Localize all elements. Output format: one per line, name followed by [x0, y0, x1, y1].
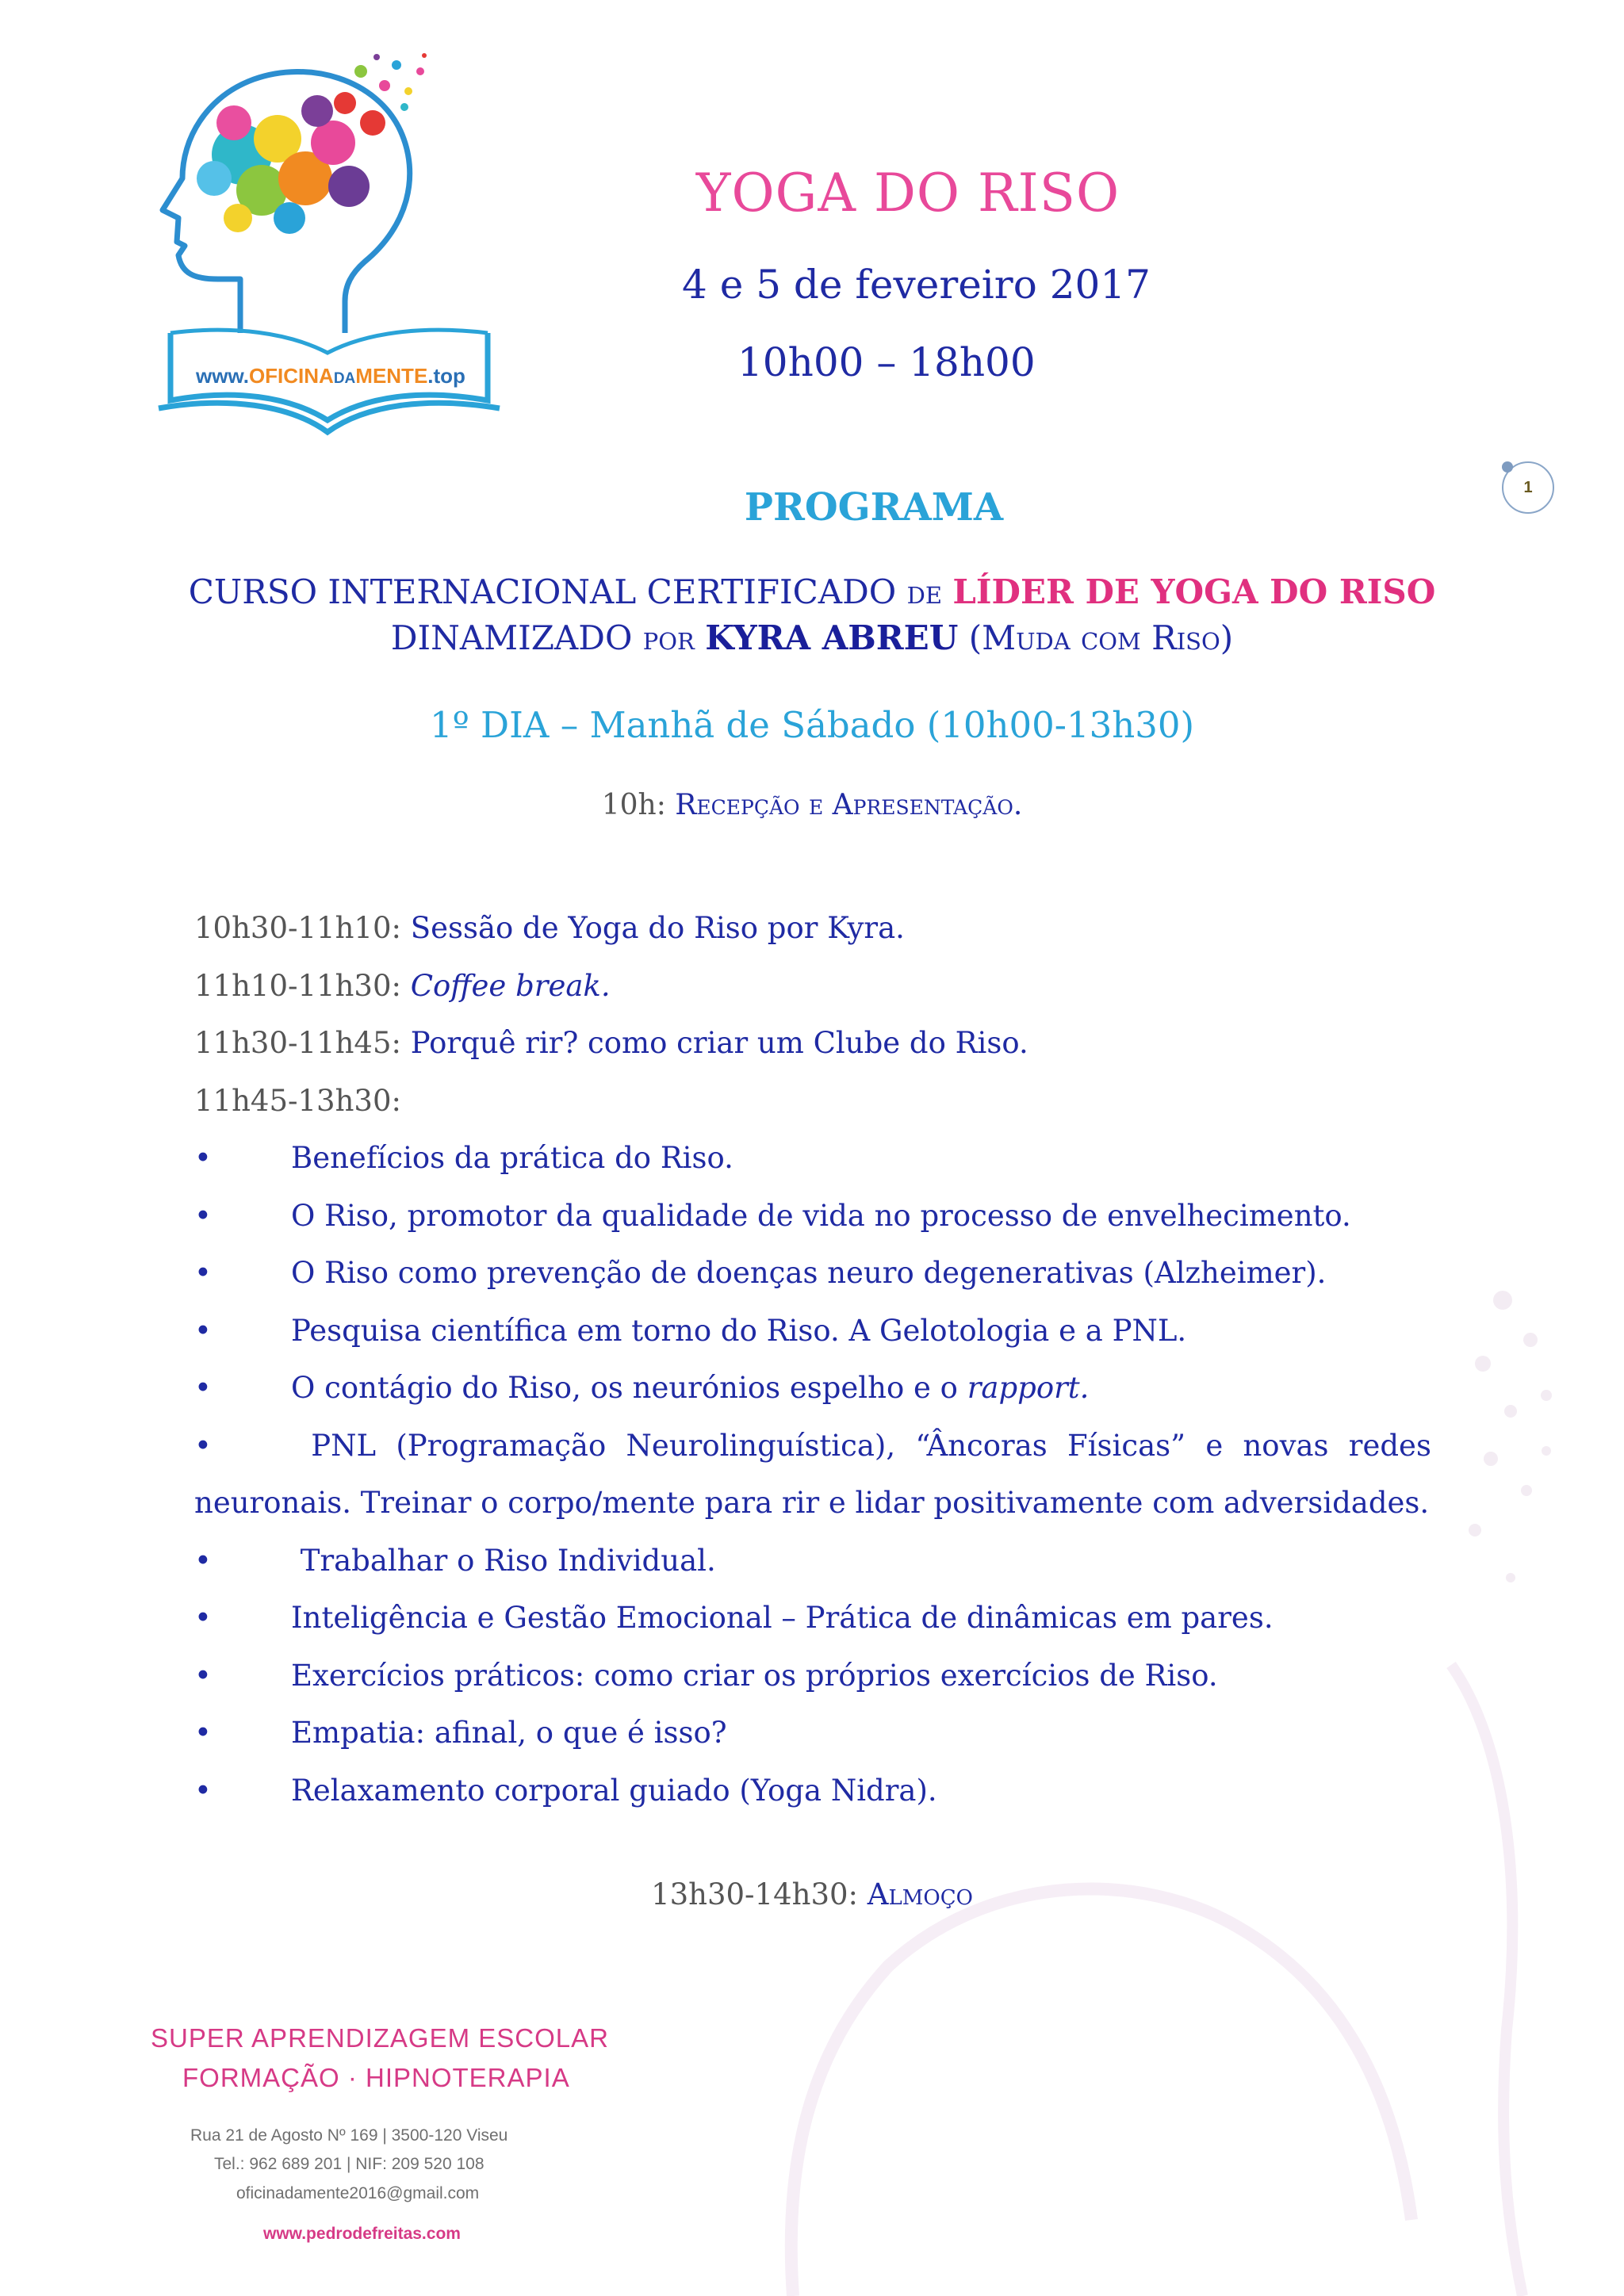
bullet-dot: •	[194, 1371, 212, 1405]
course-connector: de	[906, 572, 942, 611]
instructor-org: (Muda com Riso)	[968, 618, 1234, 657]
course-facilitated: DINAMIZADO	[390, 618, 643, 657]
bullet-continuation	[194, 1475, 1431, 1533]
bullet-item	[194, 1245, 1431, 1303]
bullet-item	[194, 1533, 1431, 1590]
bullet-dot: •	[194, 1658, 212, 1693]
bullet-text: O contágio do Riso, os neurónios espelho e o	[291, 1371, 967, 1405]
schedule-item	[194, 1073, 1431, 1131]
logo-url-suffix: .top	[427, 364, 465, 388]
schedule-time: 10h30-11h10:	[194, 911, 411, 945]
course-by: por	[642, 618, 695, 657]
footer-phone: Tel.: 962 689 201 | NIF: 209 520 108	[214, 2155, 485, 2173]
bullet-text: Trabalhar o Riso Individual.	[291, 1543, 716, 1578]
lunch-line	[0, 1877, 1624, 1911]
course-line-2	[0, 618, 1624, 657]
bullet-text: Inteligência e Gestão Emocional – Prática de dinâmicas em pares.	[291, 1601, 1274, 1635]
footer-tagline-2: FORMAÇÃO · HIPNOTERAPIA	[182, 2063, 570, 2092]
bullet-item-justified	[194, 1418, 1431, 1475]
bullet-dot: •	[194, 1313, 212, 1348]
bullet-word: novas	[1243, 1428, 1329, 1463]
schedule-desc: Coffee break.	[410, 968, 611, 1003]
logo	[147, 48, 527, 444]
bullet-item	[194, 1647, 1431, 1705]
bullet-item	[194, 1188, 1431, 1246]
day-heading: 1º DIA – Manhã de Sábado (10h00-13h30)	[429, 704, 1195, 746]
bullet-text-italic: rapport.	[967, 1371, 1090, 1405]
bullet-text: Empatia: afinal, o que é isso?	[291, 1716, 727, 1750]
footer-email: oficinadamente2016@gmail.com	[236, 2184, 480, 2202]
bullet-text: Pesquisa científica em torno do Riso. A Gelotologia e a PNL.	[291, 1313, 1187, 1348]
schedule-time: 11h30-11h45:	[194, 1026, 411, 1060]
schedule-desc: Porquê rir? como criar um Clube do Riso.	[410, 1026, 1028, 1060]
footer-tagline-1: SUPER APRENDIZAGEM ESCOLAR	[151, 2023, 609, 2053]
lunch-text: Almoço	[867, 1877, 973, 1911]
bullet-item	[194, 1303, 1431, 1360]
footer-address: Rua 21 de Agosto Nº 169 | 3500-120 Viseu	[190, 2126, 508, 2145]
page-title: YOGA DO RISO	[695, 163, 1120, 224]
logo-url-brand-b: DA	[333, 370, 356, 387]
logo-url-brand-c: MENTE	[355, 364, 428, 388]
bullet-dot: •	[194, 1141, 212, 1175]
bullet-word: Físicas”	[1067, 1428, 1186, 1463]
bullet-word: PNL	[311, 1428, 377, 1463]
schedule-desc: Sessão de Yoga do Riso por Kyra.	[410, 911, 905, 945]
reception-text: Recepção e Apresentação.	[675, 789, 1023, 821]
bullet-dot: •	[194, 1256, 212, 1290]
schedule-time: 11h10-11h30:	[194, 968, 411, 1003]
bullet-text: O Riso, promotor da qualidade de vida no processo de envelhecimento.	[291, 1198, 1351, 1233]
course-title: LÍDER DE YOGA DO RISO	[952, 572, 1436, 611]
schedule-item	[194, 900, 1431, 958]
course-line-1	[0, 572, 1624, 611]
instructor-name: KYRA ABREU	[705, 618, 959, 657]
bullet-dot: •	[194, 1773, 212, 1808]
bullet-word: “Âncoras	[915, 1428, 1048, 1463]
reception-time: 10h:	[601, 789, 676, 821]
page-number-badge: 1	[1502, 461, 1554, 514]
section-heading: PROGRAMA	[744, 485, 1004, 530]
page-badge-dot	[1502, 461, 1513, 473]
bullet-dot: •	[194, 1428, 212, 1463]
bullet-dot: •	[194, 1716, 212, 1750]
schedule-time: 11h45-13h30:	[194, 1083, 401, 1118]
bullet-dot: •	[194, 1198, 212, 1233]
course-name: CURSO INTERNACIONAL CERTIFICADO	[188, 572, 907, 611]
bullet-item	[194, 1590, 1431, 1647]
schedule-item	[194, 958, 1431, 1016]
bullet-text: Exercícios práticos: como criar os próprios exercícios de Riso.	[291, 1658, 1218, 1693]
bullet-word: redes	[1348, 1428, 1431, 1463]
schedule-item	[194, 1015, 1431, 1073]
lunch-time: 13h30-14h30:	[651, 1877, 868, 1911]
reception-line	[0, 789, 1624, 821]
bullet-text: Relaxamento corporal guiado (Yoga Nidra).	[291, 1773, 937, 1808]
logo-url-brand-a: OFICINA	[248, 364, 334, 388]
bullet-word: Neurolinguística),	[626, 1428, 896, 1463]
bullet-item	[194, 1130, 1431, 1188]
schedule-list	[194, 900, 1431, 1820]
bullet-item	[194, 1360, 1431, 1418]
bullet-item	[194, 1762, 1431, 1820]
event-hours: 10h00 – 18h00	[737, 339, 1036, 385]
logo-url-prefix: www.	[196, 364, 249, 388]
footer-website: www.pedrodefreitas.com	[263, 2225, 461, 2243]
bullet-dot: •	[194, 1543, 212, 1578]
bullet-dot: •	[194, 1601, 212, 1635]
event-date: 4 e 5 de fevereiro 2017	[682, 262, 1151, 308]
bullet-word: e	[1205, 1428, 1224, 1463]
bullet-text: Benefícios da prática do Riso.	[291, 1141, 733, 1175]
svg-text:www.OFICINADAMENTE.top	[195, 364, 465, 388]
bullet-text: O Riso como prevenção de doenças neuro degenerativas (Alzheimer).	[291, 1256, 1327, 1290]
bullet-item	[194, 1705, 1431, 1762]
bullet-word: (Programação	[396, 1428, 607, 1463]
bullet-text: neuronais. Treinar o corpo/mente para rir e lidar positivamente com adversidades.	[194, 1486, 1430, 1520]
